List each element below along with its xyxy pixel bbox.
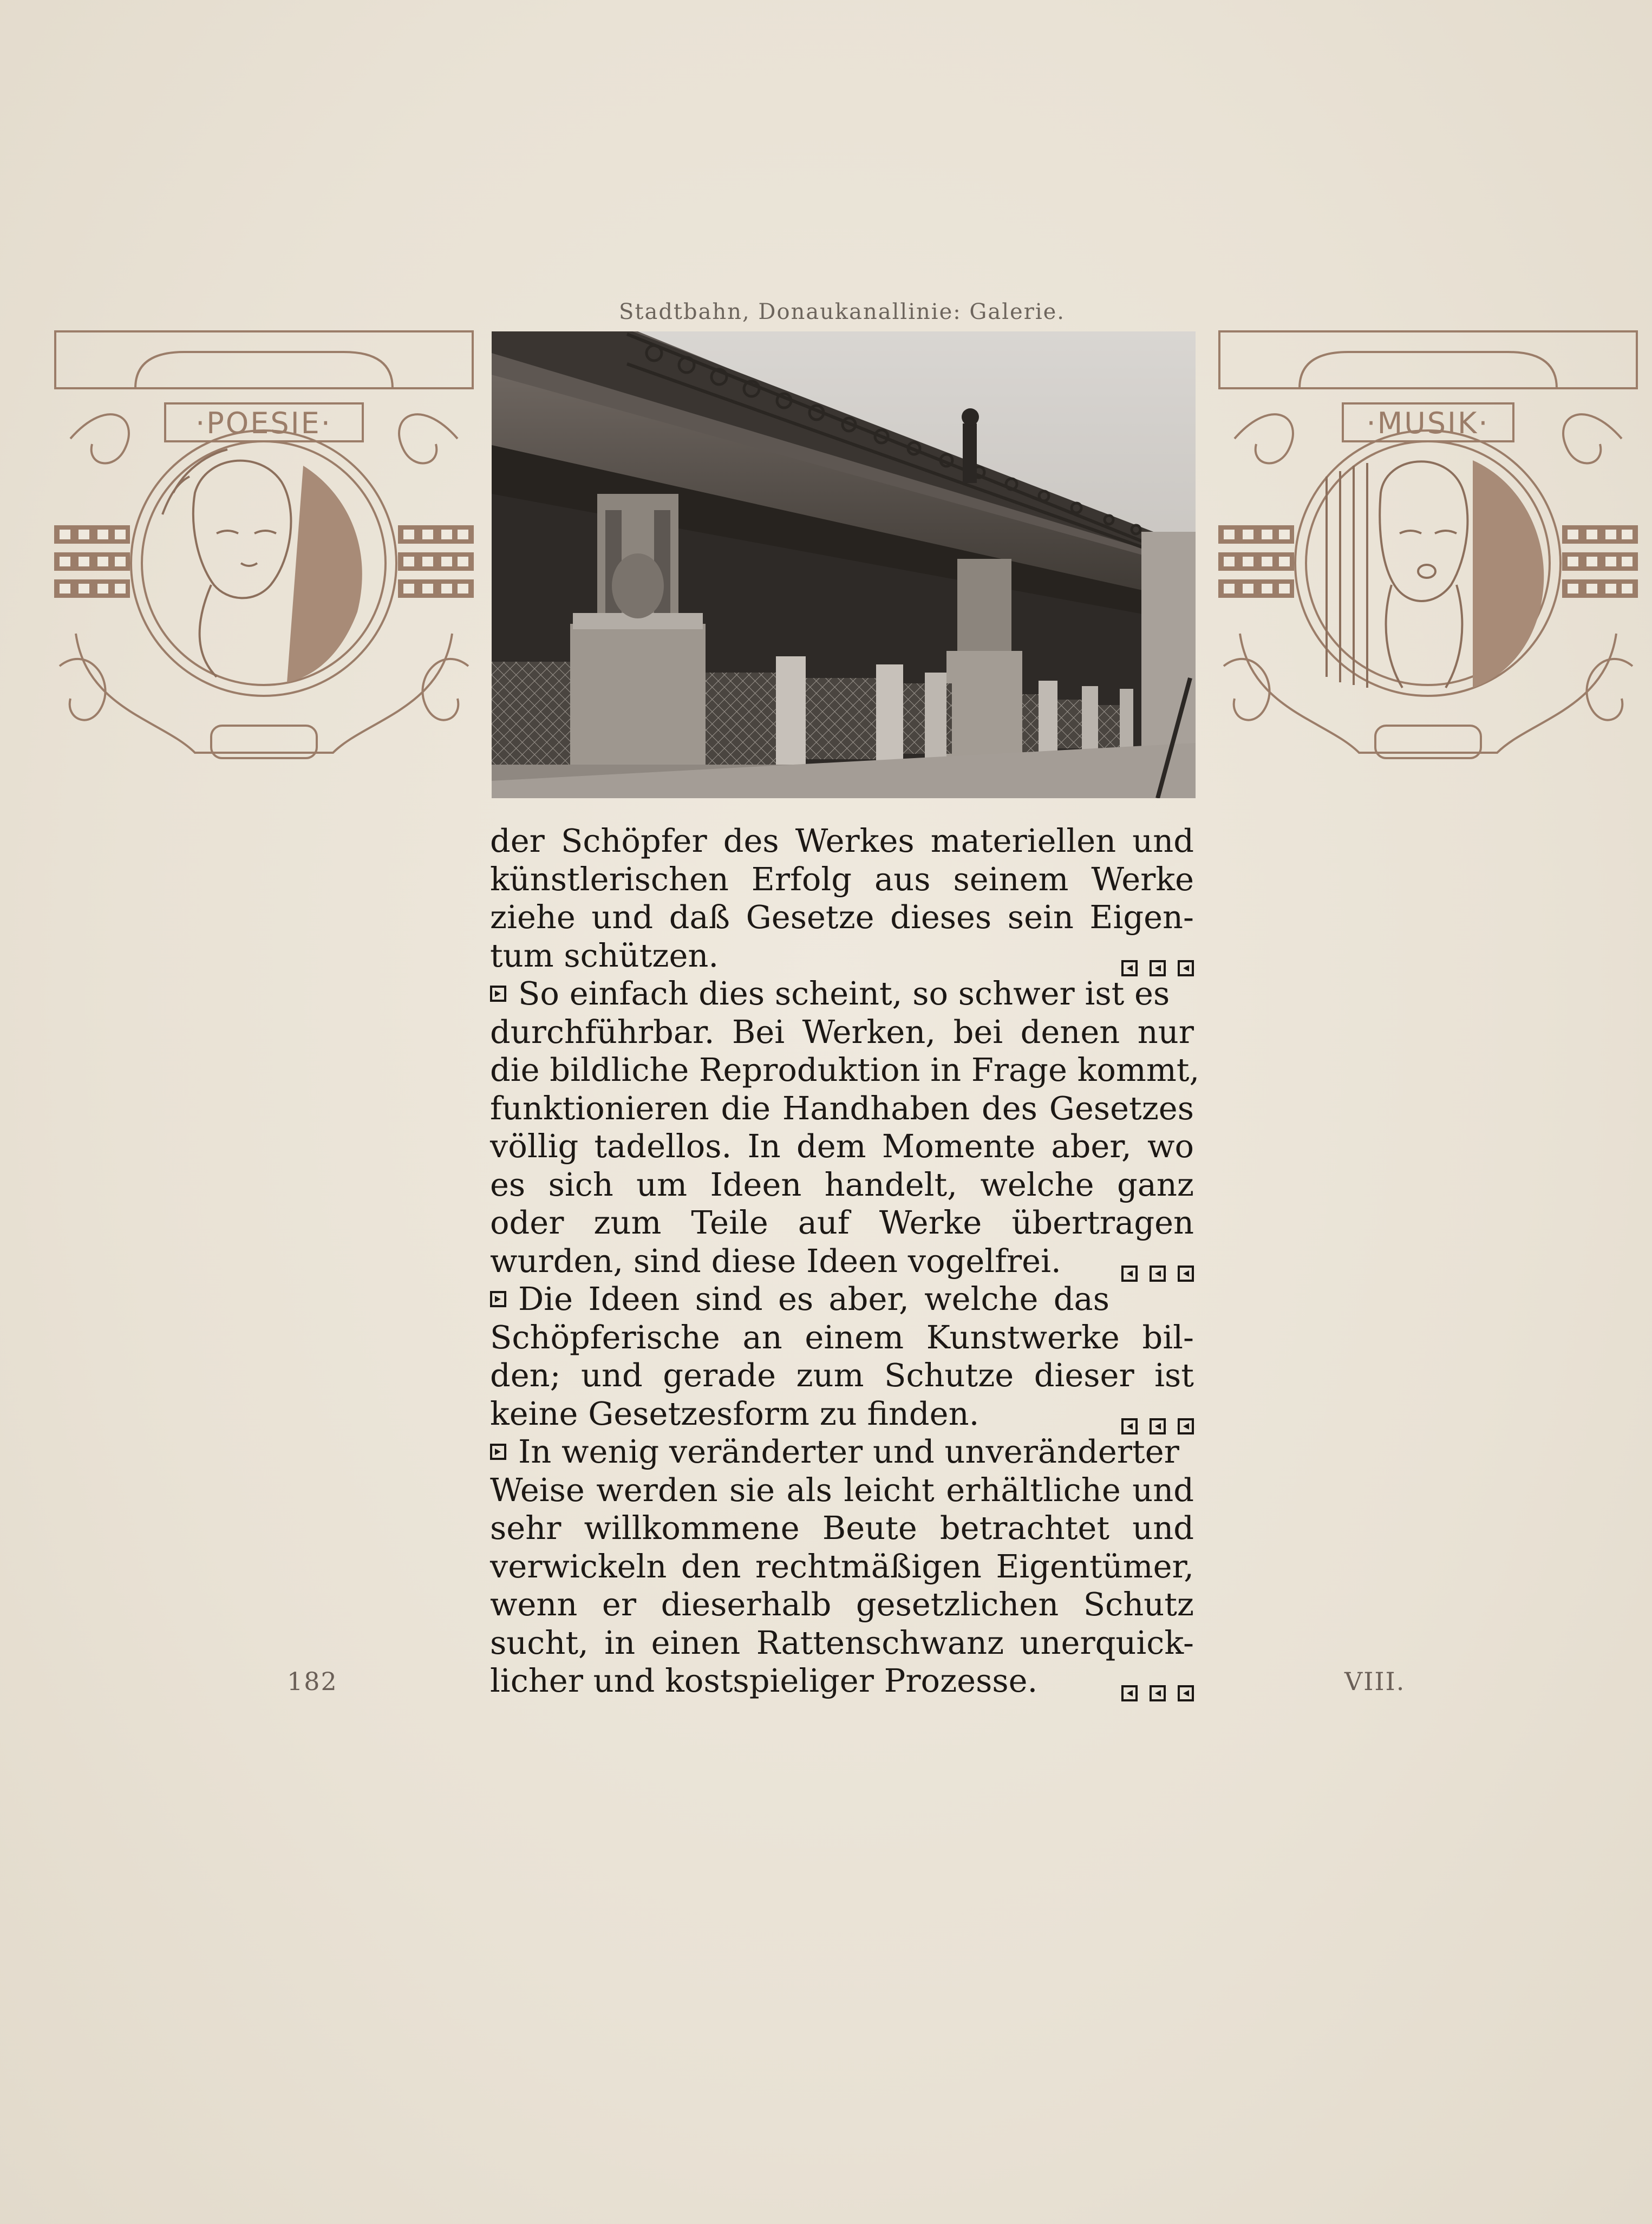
end-mark-icon bbox=[1178, 1266, 1194, 1282]
text-line: wenn er dieserhalb gesetzlichen Schutz bbox=[490, 1586, 1194, 1623]
ornament-musik bbox=[1218, 330, 1638, 780]
end-mark-icon bbox=[1121, 1266, 1138, 1282]
text-line-final bbox=[490, 1242, 1194, 1281]
text-line: sucht, in einen Rattenschwanz unerquick- bbox=[490, 1623, 1194, 1661]
paragraph-1 bbox=[490, 822, 1194, 975]
text-line-first bbox=[490, 975, 1194, 1013]
page-number: 182 bbox=[287, 1667, 338, 1696]
paragraph-4 bbox=[490, 1433, 1194, 1700]
end-mark-icon bbox=[1178, 1685, 1194, 1701]
text-line: licher und kostspieliger Prozesse. bbox=[490, 1662, 1038, 1699]
end-mark-icon bbox=[1150, 1685, 1166, 1701]
text-line: keine Gesetzesform zu finden. bbox=[490, 1394, 980, 1432]
text-line: durchführbar. Bei Werken, bei denen nur bbox=[490, 1013, 1194, 1051]
photo-stadtbahn-gallery bbox=[492, 331, 1196, 798]
text-line: Schöpferische an einem Kunstwerke bil- bbox=[490, 1318, 1194, 1356]
ornament-poesie bbox=[54, 330, 474, 780]
musik-label: ·MUSIK· bbox=[1366, 406, 1490, 440]
text-line: sehr willkommene Beute betrachtet und bbox=[490, 1509, 1194, 1547]
end-mark-icon bbox=[1150, 960, 1166, 976]
end-mark-icon bbox=[1121, 1418, 1138, 1434]
end-mark-icon bbox=[1121, 1685, 1138, 1701]
text-line: Die Ideen sind es aber, welche das bbox=[518, 1280, 1109, 1318]
paragraph-2 bbox=[490, 975, 1200, 1280]
text-line: funktionieren die Handhaben des Gesetzes bbox=[490, 1089, 1194, 1127]
text-line: Weise werden sie als leicht erhältliche und bbox=[490, 1471, 1194, 1509]
text-line: wurden, sind diese Ideen vogelfrei. bbox=[490, 1242, 1061, 1280]
poesie-vignette-illustration bbox=[54, 330, 474, 780]
text-line: oder zum Teile auf Werke übertragen bbox=[490, 1204, 1194, 1241]
text-line: verwickeln den rechtmäßigen Eigentümer, bbox=[490, 1547, 1194, 1585]
end-mark-icon bbox=[1178, 960, 1194, 976]
musik-vignette-illustration bbox=[1218, 330, 1638, 780]
volume-number: VIII. bbox=[1344, 1667, 1406, 1696]
end-mark-icon bbox=[1150, 1418, 1166, 1434]
text-line-first bbox=[490, 1433, 1194, 1471]
text-line: die bildliche Reproduktion in Frage kommt, bbox=[490, 1051, 1200, 1088]
photo-bridge-illustration bbox=[492, 331, 1196, 798]
text-line: So einfach dies scheint, so schwer ist es bbox=[518, 975, 1170, 1012]
paragraph-end-marks bbox=[1109, 1672, 1194, 1710]
article-text bbox=[490, 822, 1200, 1710]
text-line-final bbox=[490, 937, 1194, 975]
photo-caption: Stadtbahn, Donaukanallinie: Galerie. bbox=[619, 299, 1065, 324]
text-line-final bbox=[490, 1662, 1194, 1700]
text-line-final bbox=[490, 1395, 1194, 1433]
paragraph-bullet-icon bbox=[490, 1444, 506, 1460]
poesie-label: ·POESIE· bbox=[195, 406, 332, 440]
paragraph-3 bbox=[490, 1280, 1194, 1433]
end-mark-icon bbox=[1150, 1266, 1166, 1282]
text-line: den; und gerade zum Schutze dieser ist bbox=[490, 1356, 1194, 1394]
text-line: es sich um Ideen handelt, welche ganz bbox=[490, 1165, 1194, 1203]
text-line: ziehe und daß Gesetze dieses sein Eigen- bbox=[490, 898, 1194, 936]
paragraph-end-marks bbox=[1109, 1252, 1194, 1290]
end-mark-icon bbox=[1121, 960, 1138, 976]
paragraph-bullet-icon bbox=[490, 1291, 506, 1307]
text-line: der Schöpfer des Werkes materiellen und bbox=[490, 822, 1194, 859]
end-mark-icon bbox=[1178, 1418, 1194, 1434]
text-line-first bbox=[490, 1280, 1194, 1319]
text-line: völlig tadellos. In dem Momente aber, wo bbox=[490, 1127, 1194, 1165]
text-line: tum schützen. bbox=[490, 936, 719, 974]
text-line: künstlerischen Erfolg aus seinem Werke bbox=[490, 860, 1194, 898]
text-line: In wenig veränderter und unveränderter bbox=[518, 1433, 1179, 1470]
paragraph-bullet-icon bbox=[490, 986, 506, 1002]
